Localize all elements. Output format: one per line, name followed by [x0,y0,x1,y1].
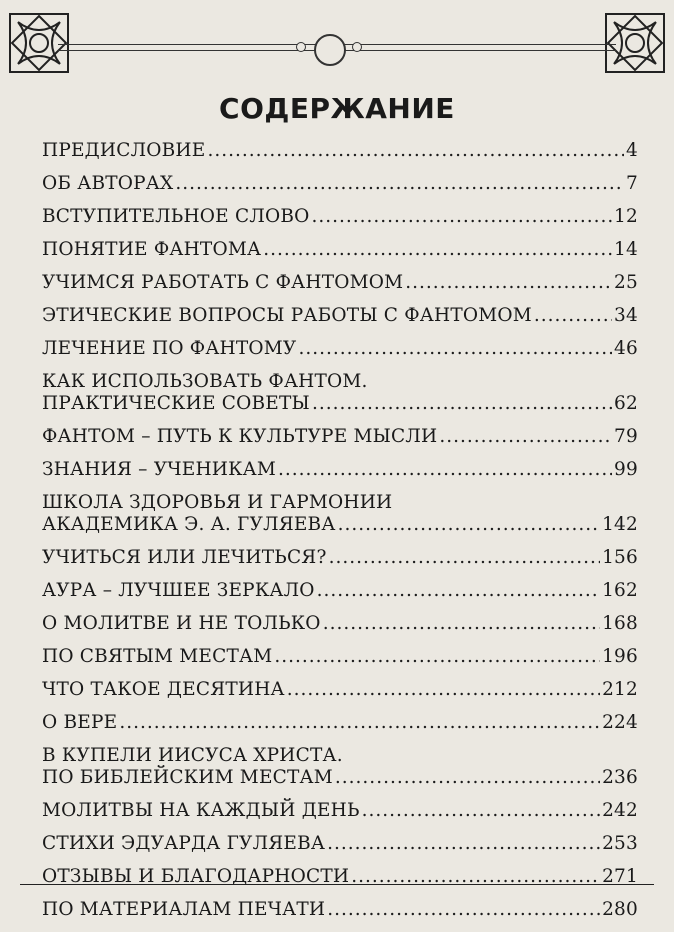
dot-leader [439,426,612,448]
toc-entry-page: 168 [602,613,638,634]
dot-leader [323,613,600,635]
toc-entry-title: УЧИТЬСЯ ИЛИ ЛЕЧИТЬСЯ? [42,547,327,568]
toc-entry[interactable] [42,206,638,228]
toc-entry[interactable] [42,173,638,195]
dot-leader [312,393,612,415]
dot-leader [317,580,601,602]
toc-entry-page: 4 [626,140,638,161]
toc-entry-page: 236 [602,767,638,788]
dot-leader [335,767,600,789]
toc-entry-title: ПО МАТЕРИАЛАМ ПЕЧАТИ [42,899,326,920]
toc-entry-title: О МОЛИТВЕ И НЕ ТОЛЬКО [42,613,321,634]
dot-leader [327,899,600,921]
dot-leader [274,646,600,668]
toc-entry[interactable] [42,833,638,855]
toc-entry-page: 7 [626,173,638,194]
circle-ornament-icon [314,34,346,66]
toc-entry-title-line1: КАК ИСПОЛЬЗОВАТЬ ФАНТОМ. [42,371,368,392]
toc-entry-title: ЧТО ТАКОЕ ДЕСЯТИНА [42,679,285,700]
bead-icon [296,42,306,52]
toc-entry[interactable] [42,371,638,415]
toc-entry-title: ЗНАНИЯ – УЧЕНИКАМ [42,459,276,480]
toc-entry[interactable] [42,646,638,668]
toc-entry-page: 12 [614,206,638,227]
toc-entry[interactable] [42,492,638,536]
page-title: СОДЕРЖАНИЕ [219,92,455,125]
dot-leader [405,272,612,294]
dot-leader [329,547,601,569]
toc-entry-title: ВСТУПИТЕЛЬНОЕ СЛОВО [42,206,310,227]
dot-leader [299,338,613,360]
toc-entry-title: О ВЕРЕ [42,712,118,733]
toc-entry-page: 99 [614,459,638,480]
dot-leader [207,140,624,162]
toc-entry[interactable] [42,800,638,822]
table-of-contents [42,140,638,932]
toc-entry-page: 162 [602,580,638,601]
toc-entry-page: 156 [602,547,638,568]
dot-leader [175,173,624,195]
toc-entry[interactable] [42,305,638,327]
dot-leader [338,514,601,536]
toc-entry-page: 271 [602,866,638,887]
toc-entry-page: 242 [602,800,638,821]
toc-entry-title: ПРЕДИСЛОВИЕ [42,140,206,161]
toc-entry-page: 25 [614,272,638,293]
toc-entry-title: ПО СВЯТЫМ МЕСТАМ [42,646,273,667]
toc-entry-page: 212 [602,679,638,700]
toc-entry-title: ФАНТОМ – ПУТЬ К КУЛЬТУРЕ МЫСЛИ [42,426,438,447]
toc-entry-page: 79 [614,426,638,447]
footer-rule [20,884,654,885]
toc-entry-page: 46 [614,338,638,359]
dot-leader [263,239,612,261]
toc-entry[interactable] [42,547,638,569]
toc-entry-title: ЭТИЧЕСКИЕ ВОПРОСЫ РАБОТЫ С ФАНТОМОМ [42,305,532,326]
dot-leader [119,712,600,734]
toc-entry-title: СТИХИ ЭДУАРДА ГУЛЯЕВА [42,833,326,854]
toc-entry-title: ПРАКТИЧЕСКИЕ СОВЕТЫ [42,393,310,414]
dot-leader [278,459,612,481]
toc-entry[interactable] [42,140,638,162]
toc-entry[interactable] [42,338,638,360]
toc-entry-title: ОТЗЫВЫ И БЛАГОДАРНОСТИ [42,866,350,887]
toc-entry-title: ЛЕЧЕНИЕ ПО ФАНТОМУ [42,338,297,359]
dot-leader [362,800,600,822]
toc-entry-page: 62 [614,393,638,414]
toc-entry[interactable] [42,679,638,701]
toc-entry-title: АКАДЕМИКА Э. А. ГУЛЯЕВА [42,514,336,535]
toc-entry-page: 224 [602,712,638,733]
toc-entry-title: АУРА – ЛУЧШЕЕ ЗЕРКАЛО [42,580,315,601]
toc-entry-title-line1: ШКОЛА ЗДОРОВЬЯ И ГАРМОНИИ [42,492,393,513]
toc-entry[interactable] [42,899,638,921]
toc-entry-page: 253 [602,833,638,854]
toc-entry-page: 280 [602,899,638,920]
toc-entry-title: УЧИМСЯ РАБОТАТЬ С ФАНТОМОМ [42,272,404,293]
toc-entry-page: 14 [614,239,638,260]
dot-leader [327,833,600,855]
toc-entry[interactable] [42,426,638,448]
toc-entry-title: ПОНЯТИЕ ФАНТОМА [42,239,262,260]
bead-icon [352,42,362,52]
toc-entry[interactable] [42,745,638,789]
dot-leader [287,679,600,701]
toc-entry-title-line1: В КУПЕЛИ ИИСУСА ХРИСТА. [42,745,343,766]
dot-leader [534,305,612,327]
toc-entry[interactable] [42,272,638,294]
toc-entry-title: ОБ АВТОРАХ [42,173,174,194]
toc-entry[interactable] [42,613,638,635]
toc-entry-title: МОЛИТВЫ НА КАЖДЫЙ ДЕНЬ [42,800,360,821]
toc-entry[interactable] [42,712,638,734]
toc-entry-title: ПО БИБЛЕЙСКИМ МЕСТАМ [42,767,333,788]
toc-entry[interactable] [42,239,638,261]
celtic-knot-ornament-icon [600,8,670,78]
dot-leader [311,206,612,228]
toc-entry[interactable] [42,459,638,481]
toc-entry-page: 34 [614,305,638,326]
toc-entry-page: 196 [602,646,638,667]
toc-entry-page: 142 [602,514,638,535]
celtic-knot-ornament-icon [4,8,74,78]
toc-entry[interactable] [42,580,638,602]
